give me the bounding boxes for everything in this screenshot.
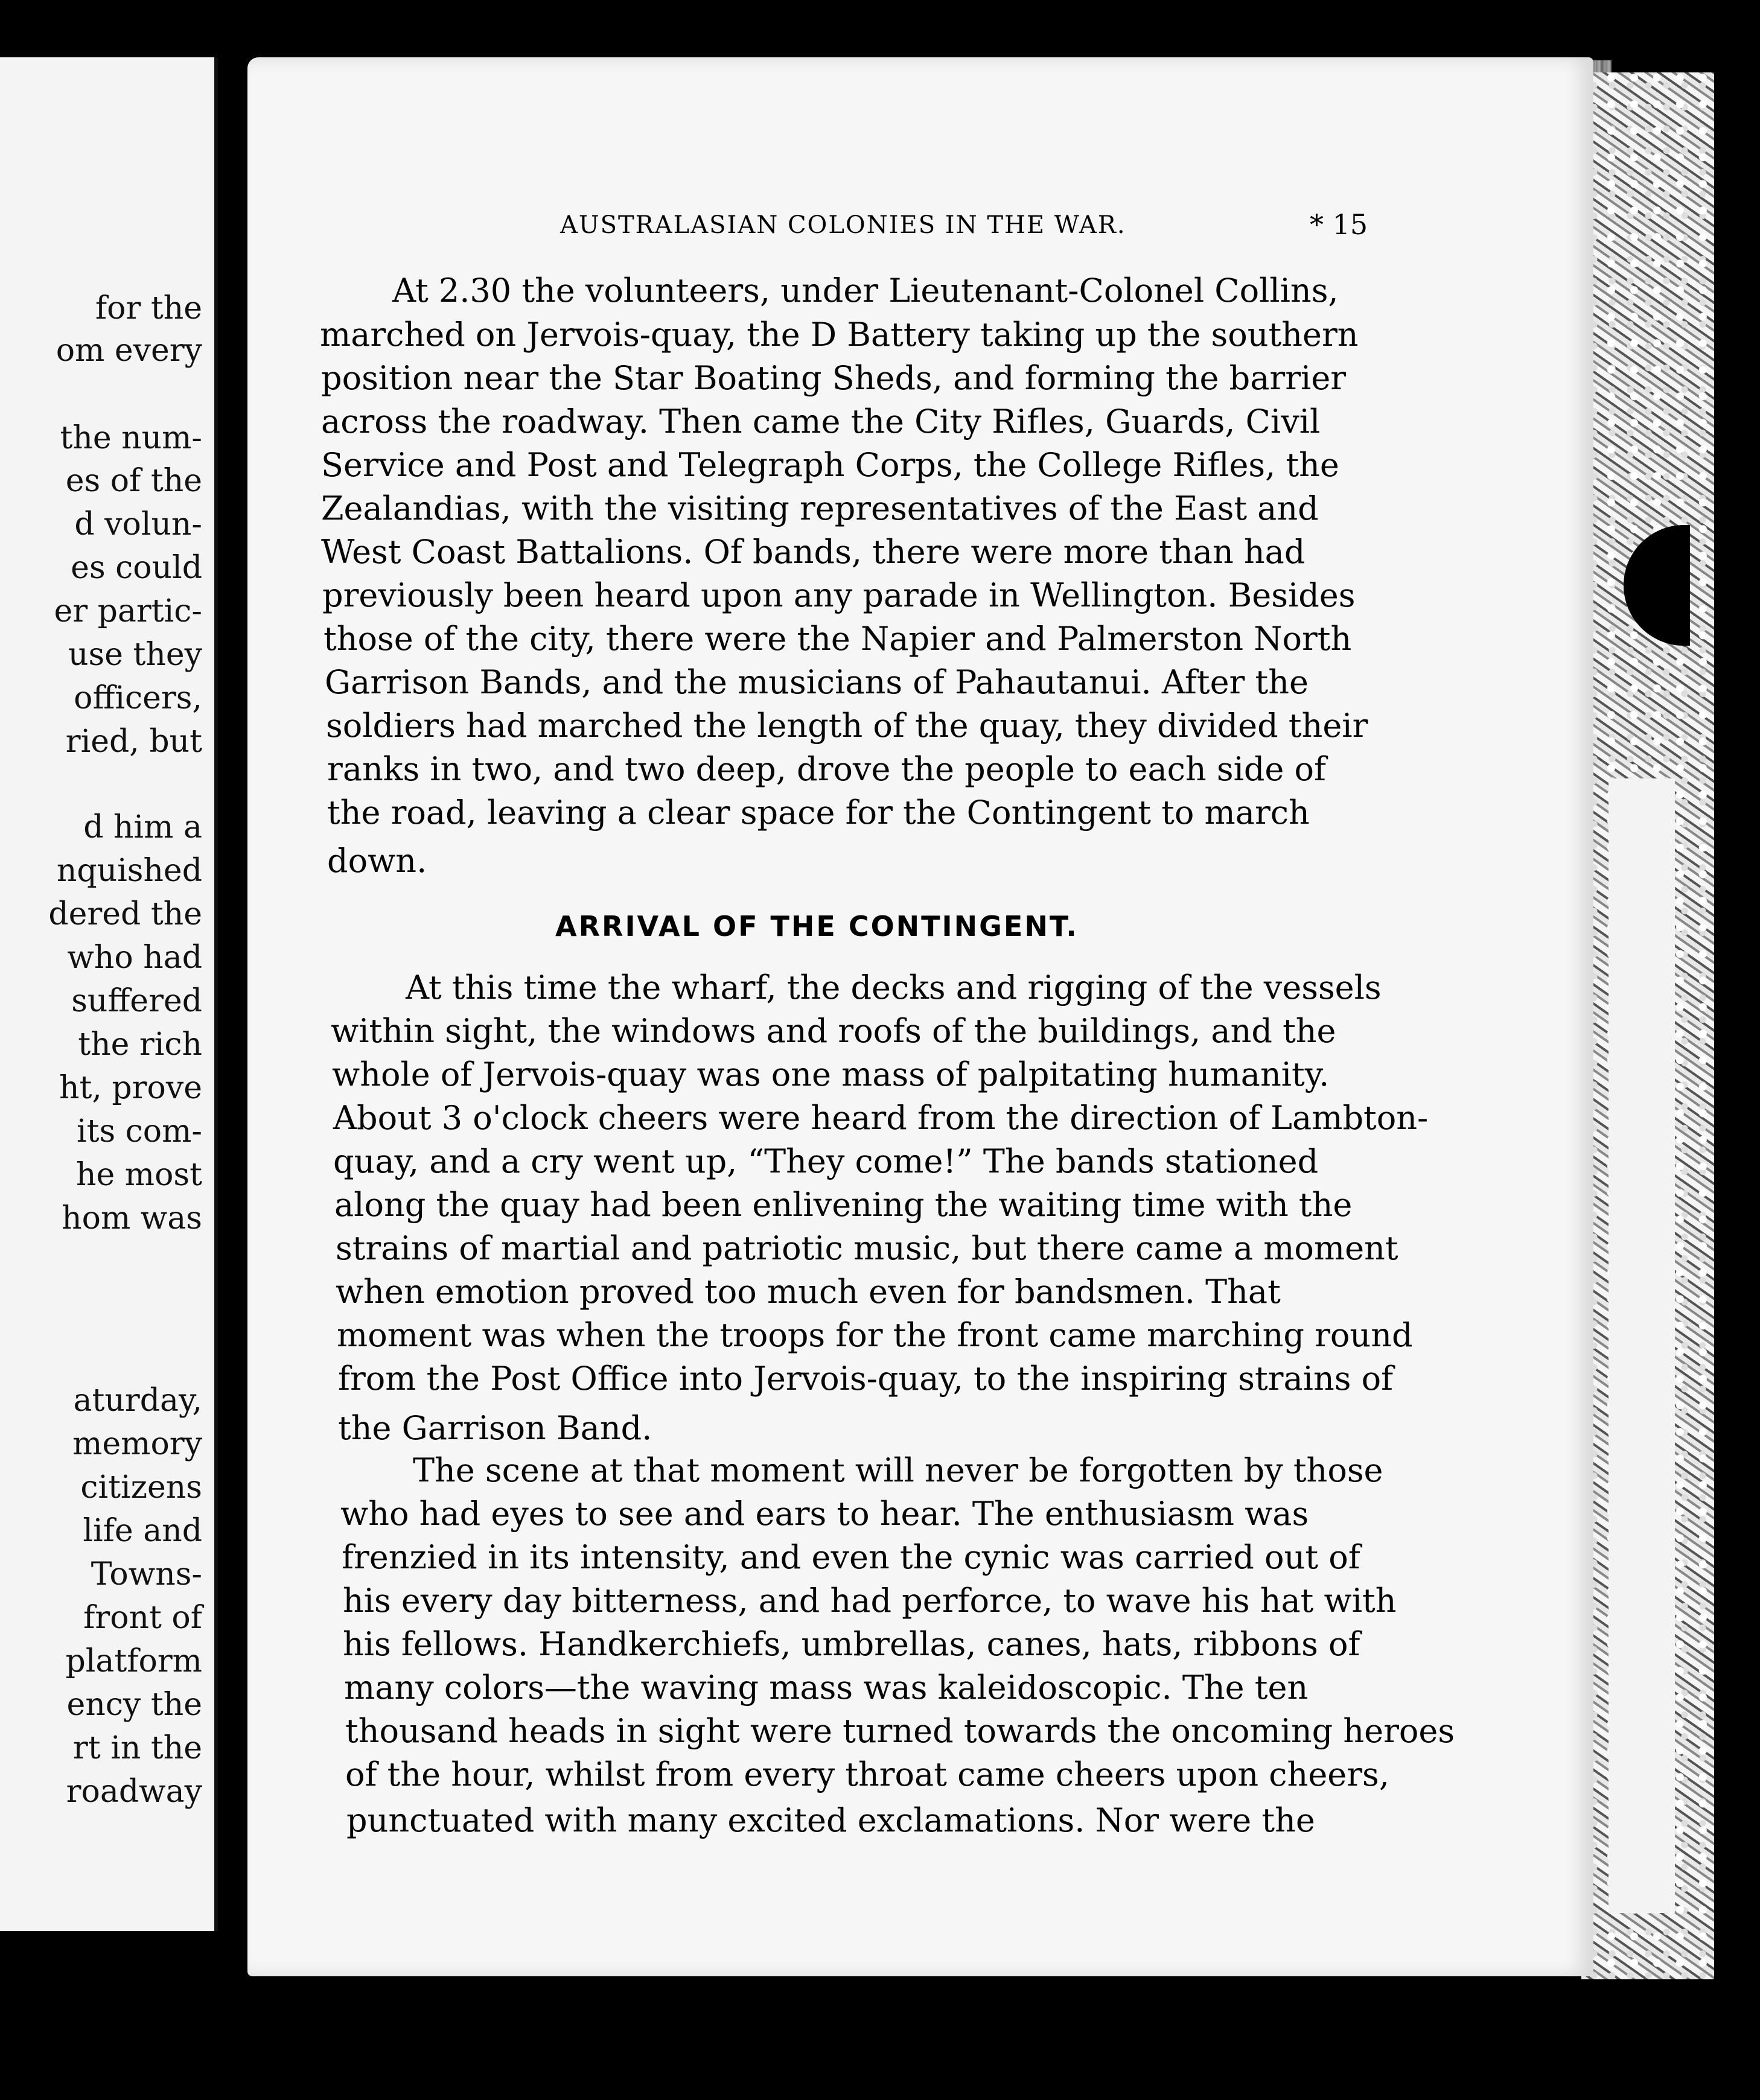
left-page-line: citizens: [80, 1469, 202, 1506]
body-line: the Garrison Band.: [338, 1409, 652, 1447]
left-page-line: es of the: [65, 463, 202, 499]
body-line: ranks in two, and two deep, drove the people to each side of: [327, 750, 1327, 788]
body-line: thousand heads in sight were turned towards the oncoming heroes: [345, 1712, 1455, 1750]
body-line: soldiers had marched the length of the quay, they divided their: [326, 707, 1368, 745]
left-page-line: dered the: [48, 896, 202, 932]
left-page-line: ency the: [66, 1687, 202, 1723]
body-line: when emotion proved too much even for bandsmen. That: [336, 1273, 1281, 1311]
left-page-line: d him a: [83, 809, 202, 845]
left-page-line: es could: [71, 550, 202, 586]
left-page-line: hom was: [62, 1200, 202, 1236]
left-page-line: its com-: [76, 1113, 202, 1150]
body-line: within sight, the windows and roofs of the buildings, and the: [331, 1012, 1336, 1050]
page-number: * 15: [1310, 208, 1368, 241]
body-line: across the roadway. Then came the City Rifles, Guards, Civil: [321, 402, 1321, 441]
left-page-line: front of: [83, 1600, 202, 1636]
left-page-line: who had: [67, 940, 202, 976]
left-page-line: platform: [65, 1643, 202, 1679]
left-page-fragment: [0, 57, 218, 1931]
body-line: frenzied in its intensity, and even the cynic was carried out of: [342, 1538, 1360, 1576]
left-page-line: rt in the: [72, 1730, 202, 1766]
body-line: punctuated with many excited exclamations. Nor were the: [346, 1801, 1315, 1839]
left-page-line: he most: [76, 1157, 202, 1193]
body-line: At 2.30 the volunteers, under Lieutenant-Colonel Collins,: [392, 272, 1339, 310]
left-page-line: ht, prove: [59, 1070, 202, 1106]
body-line: Service and Post and Telegraph Corps, the College Rifles, the: [321, 446, 1339, 484]
left-page-line: use they: [68, 637, 202, 673]
left-page-line: om every: [56, 332, 202, 369]
left-page-line: memory: [72, 1426, 202, 1462]
body-line: who had eyes to see and ears to hear. The enthusiasm was: [340, 1495, 1309, 1533]
body-line: About 3 o'clock cheers were heard from the direction of Lambton-: [333, 1099, 1429, 1137]
body-line: The scene at that moment will never be forgotten by those: [413, 1451, 1383, 1489]
body-line: At this time the wharf, the decks and rigging of the vessels: [406, 969, 1382, 1007]
body-line: from the Post Office into Jervois-quay, to the inspiring strains of: [338, 1360, 1394, 1398]
left-page-line: officers,: [74, 680, 202, 716]
left-page-line: life and: [83, 1513, 202, 1549]
body-line: those of the city, there were the Napier and Palmerston North: [324, 620, 1352, 658]
body-line: of the hour, whilst from every throat came cheers upon cheers,: [345, 1755, 1389, 1793]
left-page-line: nquished: [56, 853, 202, 889]
body-line: marched on Jervois-quay, the D Battery taking up the southern: [320, 316, 1359, 354]
left-page-line: for the: [95, 290, 202, 326]
body-line: position near the Star Boating Sheds, and forming the barrier: [321, 359, 1347, 397]
left-page-line: Towns-: [91, 1556, 202, 1592]
body-line: whole of Jervois-quay was one mass of palpitating humanity.: [332, 1055, 1330, 1093]
left-page-line: d volun-: [74, 506, 202, 542]
body-line: his every day bitterness, and had perforce, to wave his hat with: [343, 1582, 1397, 1620]
left-page-line: ried, but: [65, 724, 202, 760]
page-edge-lower: [1609, 778, 1675, 1913]
left-page-line: the rich: [78, 1026, 202, 1063]
running-head: AUSTRALASIAN COLONIES IN THE WAR.: [560, 211, 1126, 239]
left-page-line: roadway: [66, 1774, 202, 1810]
body-line: moment was when the troops for the front came marching round: [337, 1316, 1413, 1354]
body-line: along the quay had been enlivening the waiting time with the: [334, 1186, 1353, 1224]
left-page-line: er partic-: [54, 593, 202, 629]
body-line: Zealandias, with the visiting representatives of the East and: [321, 489, 1319, 527]
body-line: Garrison Bands, and the musicians of Pahautanui. After the: [325, 663, 1309, 701]
left-page-line: suffered: [71, 983, 202, 1019]
body-line: strains of martial and patriotic music, but there came a moment: [336, 1229, 1398, 1267]
section-heading: ARRIVAL OF THE CONTINGENT.: [555, 910, 1079, 943]
body-line: quay, and a cry went up, “They come!” The bands stationed: [333, 1142, 1319, 1180]
body-line: the road, leaving a clear space for the Contingent to march: [327, 794, 1310, 832]
body-line: previously been heard upon any parade in Wellington. Besides: [322, 576, 1356, 614]
left-page-line: the num-: [60, 420, 202, 456]
body-line: his fellows. Handkerchiefs, umbrellas, canes, hats, ribbons of: [343, 1625, 1360, 1663]
body-line: West Coast Battalions. Of bands, there were more than had: [321, 533, 1306, 571]
left-page-line: aturday,: [73, 1382, 202, 1419]
body-line: down.: [327, 842, 427, 880]
body-line: many colors—the waving mass was kaleidoscopic. The ten: [344, 1669, 1309, 1707]
